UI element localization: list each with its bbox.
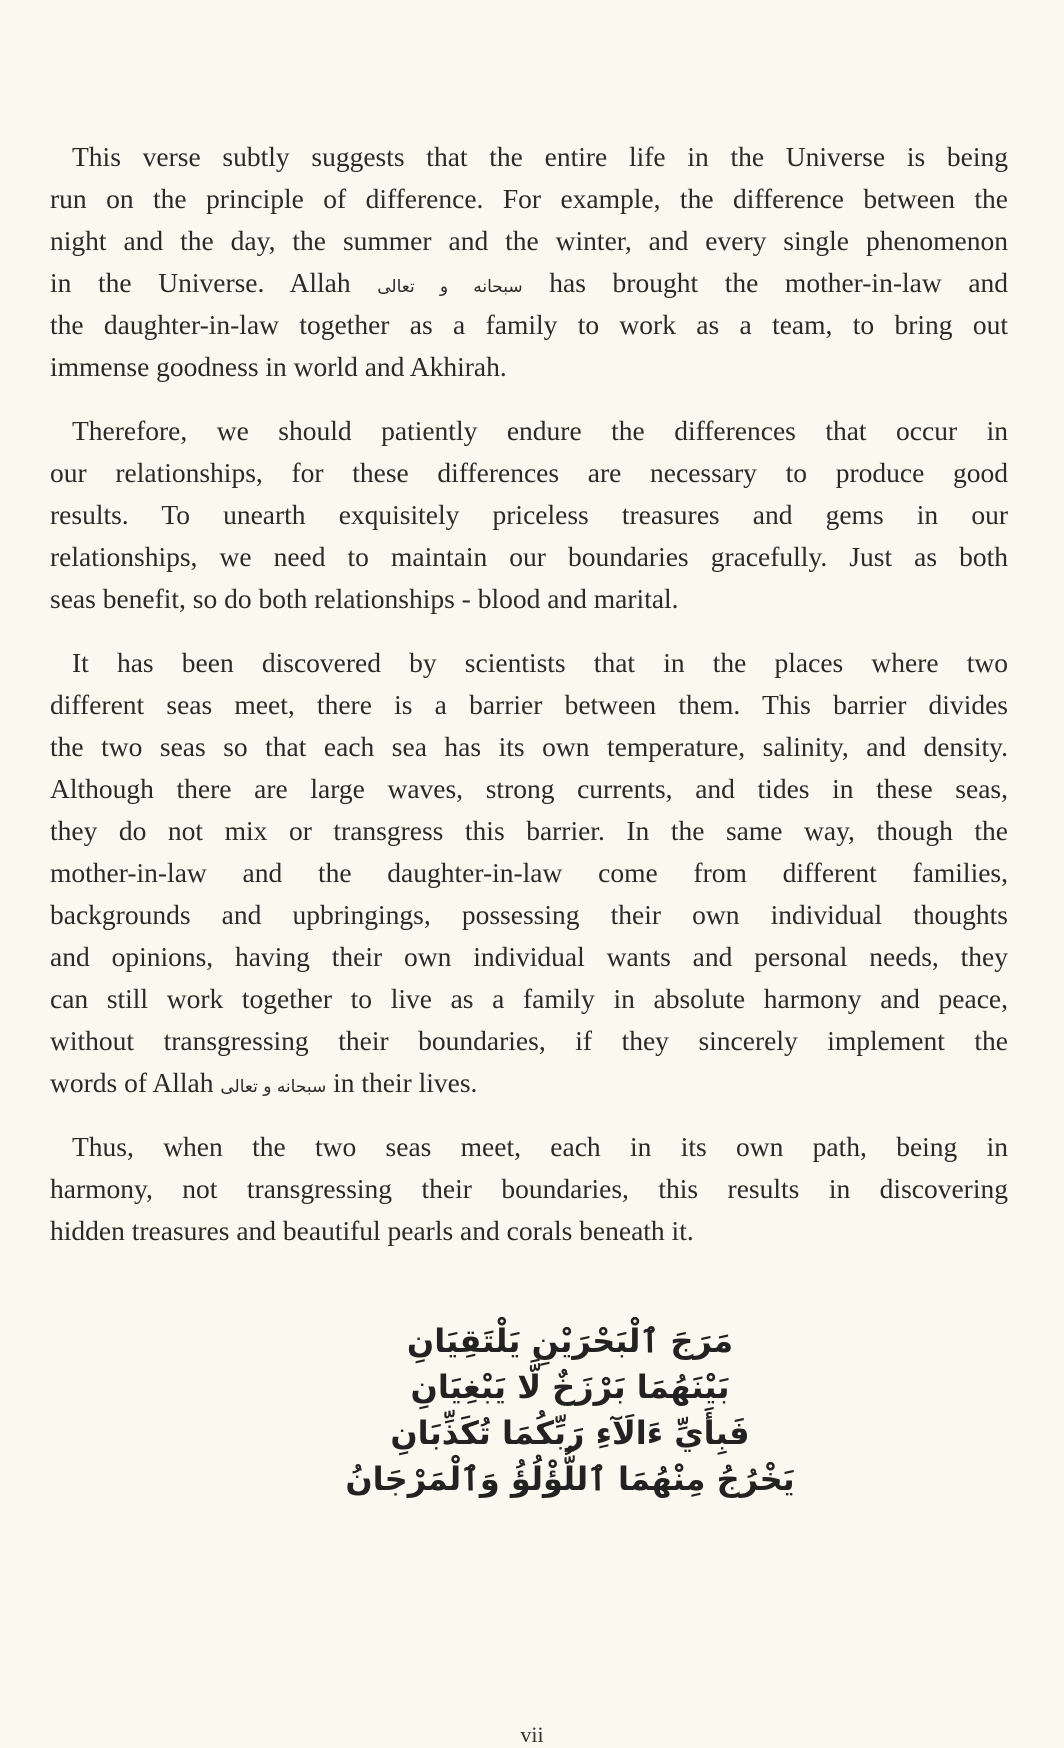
text-line: can still work together to live as a family in absolute harmony and peace, bbox=[50, 983, 1008, 1014]
text-line: immense goodness in world and Akhirah. bbox=[50, 351, 507, 382]
text-line: This verse subtly suggests that the entire life in the Universe is being bbox=[72, 141, 1008, 172]
text-line: seas benefit, so do both relationships - blood and marital. bbox=[50, 583, 679, 614]
text-line: Therefore, we should patiently endure the differences that occur in bbox=[72, 415, 1008, 446]
text-line: harmony, not transgressing their boundaries, this results in discovering bbox=[50, 1173, 1008, 1204]
text-segment: in their lives. bbox=[333, 1067, 478, 1098]
text-line bbox=[50, 1062, 1008, 1104]
text-line: backgrounds and upbringings, possessing their own individual thoughts bbox=[50, 899, 1008, 930]
text-line: It has been discovered by scientists that in the places where two bbox=[72, 647, 1008, 678]
paragraph bbox=[50, 1126, 1008, 1252]
verse-line: فَبِأَيِّ ءَالَآءِ رَبِّكُمَا تُكَذِّبَانِ bbox=[390, 1414, 750, 1452]
text-line: Although there are large waves, strong currents, and tides in these seas, bbox=[50, 773, 1008, 804]
text-line: the daughter-in-law together as a family to work as a team, to bring out bbox=[50, 309, 1008, 340]
arabic-honorific: سبحانه و تعالى bbox=[220, 1077, 327, 1097]
verse-line: مَرَجَ ٱلْبَحْرَيْنِ يَلْتَقِيَانِ bbox=[406, 1322, 734, 1360]
text-line: they do not mix or transgress this barrier. In the same way, though the bbox=[50, 815, 1008, 846]
text-line: Thus, when the two seas meet, each in its own path, being in bbox=[72, 1131, 1008, 1162]
body-text bbox=[50, 136, 1008, 1274]
text-line bbox=[50, 262, 1008, 304]
text-line: our relationships, for these differences are necessary to produce good bbox=[50, 457, 1008, 488]
text-line: without transgressing their boundaries, if they sincerely implement the bbox=[50, 1025, 1008, 1056]
verse-line: بَيْنَهُمَا بَرْزَخٌ لَّا يَبْغِيَانِ bbox=[410, 1368, 730, 1406]
text-line: hidden treasures and beautiful pearls and corals beneath it. bbox=[50, 1215, 694, 1246]
text-line: the two seas so that each sea has its own temperature, salinity, and density. bbox=[50, 731, 1008, 762]
text-line: and opinions, having their own individual wants and personal needs, they bbox=[50, 941, 1008, 972]
text-line: results. To unearth exquisitely priceless treasures and gems in our bbox=[50, 499, 1008, 530]
quran-verses bbox=[0, 1318, 1064, 1502]
text-line: mother-in-law and the daughter-in-law come from different families, bbox=[50, 857, 1008, 888]
text-segment: words of Allah bbox=[50, 1067, 214, 1098]
arabic-honorific: سبحانه و تعالى bbox=[377, 277, 523, 297]
text-line: relationships, we need to maintain our boundaries gracefully. Just as both bbox=[50, 541, 1008, 572]
paragraph bbox=[50, 136, 1008, 388]
page-number: vii bbox=[520, 1722, 544, 1747]
verse-line: يَخْرُجُ مِنْهُمَا ٱللُّؤْلُؤُ وَٱلْمَرْجَانُ bbox=[345, 1460, 795, 1498]
paragraph bbox=[50, 410, 1008, 620]
text-segment: in the Universe. Allah bbox=[50, 267, 351, 298]
text-segment: has brought the mother-in-law and bbox=[549, 267, 1009, 298]
text-line: night and the day, the summer and the winter, and every single phenomenon bbox=[50, 225, 1008, 256]
paragraph bbox=[50, 642, 1008, 1104]
text-line: different seas meet, there is a barrier between them. This barrier divides bbox=[50, 689, 1008, 720]
text-line: run on the principle of difference. For example, the difference between the bbox=[50, 183, 1008, 214]
